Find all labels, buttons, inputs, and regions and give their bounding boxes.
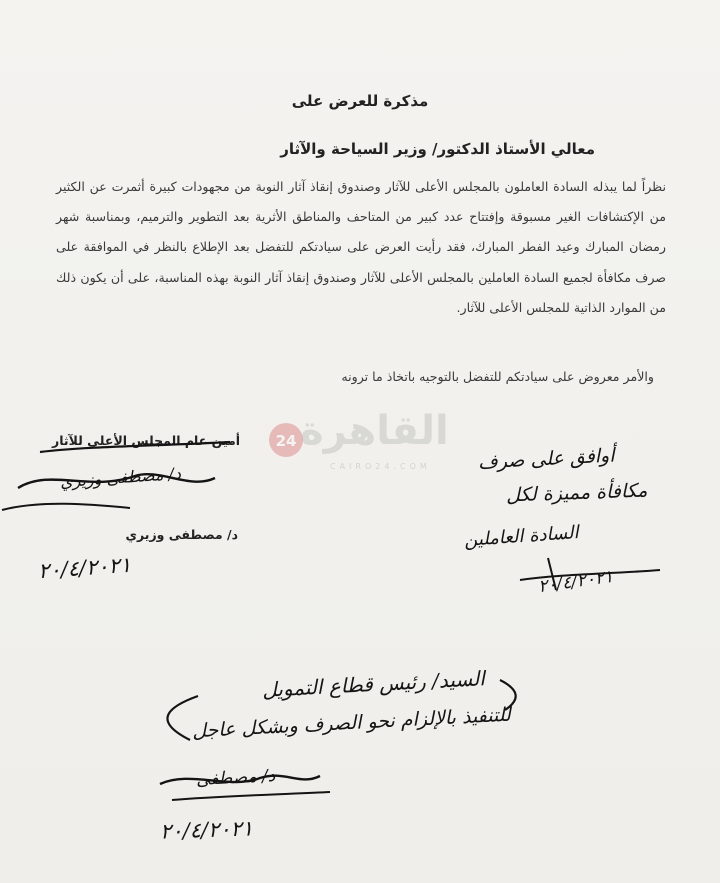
memo-body: نظراً لما يبذله السادة العاملون بالمجلس الأعلى للآثار وصندوق إنقاذ آثار النوبة من مجهودات كبيرة أثمرت عن الكثير من الإكتشافات الغير مسبوقة وإفتتاح عدد كبير من المتاحف والمناطق الأثرية بعد التطوير والترميم، وبمناسبة شهر رمضان المبارك وعيد الفطر المبارك، فقد رأيت العرض على سيادتكم للتفضل بعد الإطلاع بالنظر في الموافقة على صرف مكافأة لجميع السادة العاملين بالمجلس الأعلى للآثار وصندوق إنقاذ آثار النوبة بهذه المناسبة، على أن يكون ذلك من الموارد الذاتية للمجلس الأعلى للآثار. [56,179,666,315]
referral-signature: د/ مصطفى [195,765,276,791]
watermark-badge: 24 [275,432,297,450]
signature-underline [40,442,230,452]
referral-line1: السيد/ رئيس قطاع التمويل [261,666,486,702]
minister-note-line2: مكافأة مميزة لكل [505,479,648,507]
minister-note-line3: السادة العاملين [463,522,580,551]
watermark-word: القاهرة [300,408,449,454]
minister-date: ٢٠/٤/٢٠٢١ [536,566,615,598]
memo-addressee: معالي الأستاذ الدكتور/ وزير السياحة والآثار [280,140,595,158]
signature-flourish [2,504,130,510]
watermark-site: CAIRO24.COM [330,462,431,471]
lower-signature-underline [172,792,330,800]
referral-line2: للتنفيذ بالإلزام نحو الصرف وبشكل عاجل [191,703,512,743]
memo-closing: والأمر معروض على سيادتكم للتفضل بالتوجيه باتخاذ ما ترونه [341,369,654,384]
secretary-signature: د/ مصطفى وزيري [59,463,182,492]
referral-date: ٢٠/٤/٢٠٢١ [159,816,254,844]
memo-title: مذكرة للعرض على [291,92,429,110]
secretary-name: د/ مصطفى وزيري [125,527,238,542]
secretary-date: ٢٠/٤/٢٠٢١ [37,552,132,584]
secretary-title: أمين عام المجلس الأعلى للآثار [52,433,240,448]
minister-note-line1: أوافق على صرف [477,444,616,474]
